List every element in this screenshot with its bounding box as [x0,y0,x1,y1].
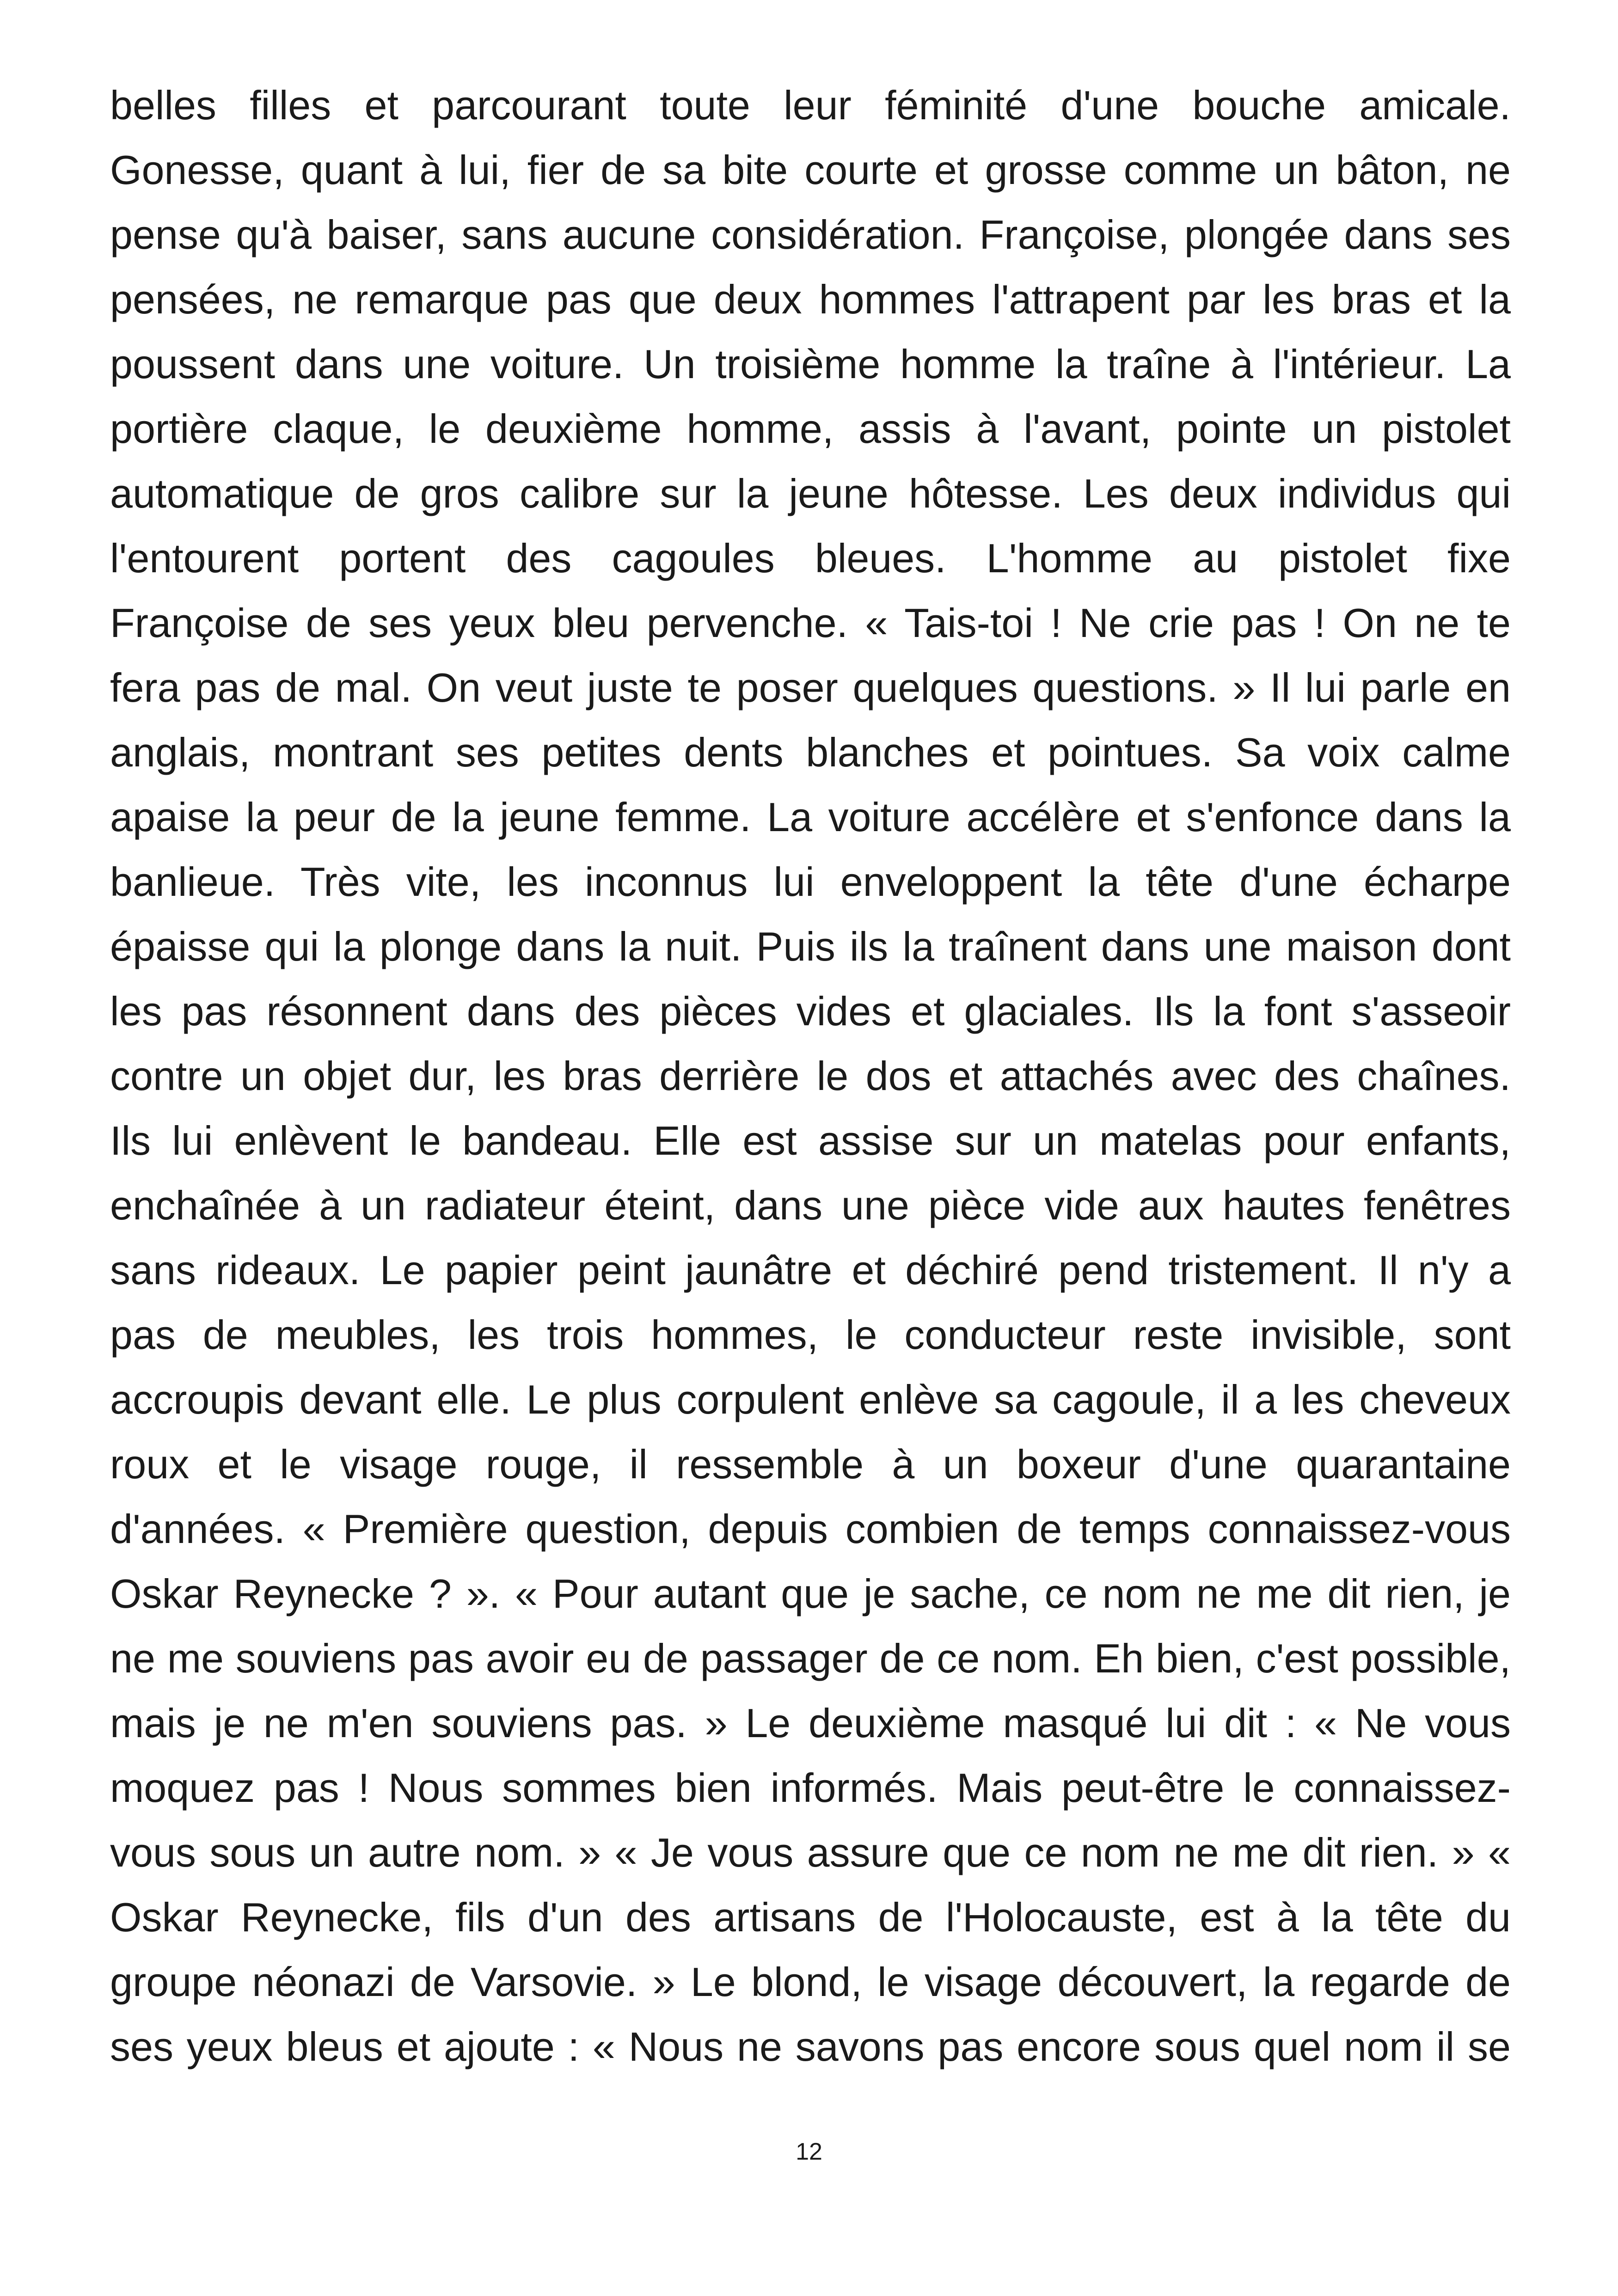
text-line: sans rideaux. Le papier peint jaunâtre et déchiré pend tristement. Il n'y a [110,1247,1511,1293]
text-line: pensées, ne remarque pas que deux hommes l'attrapent par les bras et la [110,276,1511,322]
text-line: pas de meubles, les trois hommes, le conducteur reste invisible, sont [110,1312,1511,1358]
text-line: poussent dans une voiture. Un troisième homme la traîne à l'intérieur. La [110,341,1511,387]
text-line: accroupis devant elle. Le plus corpulent enlève sa cagoule, il a les cheveux [110,1377,1511,1422]
text-line: apaise la peur de la jeune femme. La voiture accélère et s'enfonce dans la [110,794,1511,840]
text-line: portière claque, le deuxième homme, assis à l'avant, pointe un pistolet [110,406,1511,452]
text-line: moquez pas ! Nous sommes bien informés. Mais peut-être le connaissez- [110,1765,1511,1811]
text-line: Françoise de ses yeux bleu pervenche. « Tais-toi ! Ne crie pas ! On ne te [110,600,1511,646]
text-line: Gonesse, quant à lui, fier de sa bite courte et grosse comme un bâton, ne [110,147,1511,193]
text-line: Oskar Reynecke, fils d'un des artisans de l'Holocauste, est à la tête du [110,1894,1511,1940]
text-line: mais je ne m'en souviens pas. » Le deuxième masqué lui dit : « Ne vous [110,1700,1511,1746]
text-line: enchaînée à un radiateur éteint, dans une pièce vide aux hautes fenêtres [110,1182,1511,1228]
page-number: 12 [796,2138,822,2165]
text-line: vous sous un autre nom. » « Je vous assure que ce nom ne me dit rien. » « [110,1830,1511,1875]
text-line: roux et le visage rouge, il ressemble à un boxeur d'une quarantaine [110,1441,1511,1487]
text-line: d'années. « Première question, depuis combien de temps connaissez-vous [110,1506,1511,1552]
text-line: ses yeux bleus et ajoute : « Nous ne savons pas encore sous quel nom il se [110,2024,1511,2069]
text-line: anglais, montrant ses petites dents blanches et pointues. Sa voix calme [110,729,1511,775]
text-line: les pas résonnent dans des pièces vides et glaciales. Ils la font s'asseoir [110,988,1511,1034]
text-line: fera pas de mal. On veut juste te poser quelques questions. » Il lui parle en [110,665,1511,710]
body-paragraph [110,73,1511,2079]
text-line: pense qu'à baiser, sans aucune considération. Françoise, plongée dans ses [110,212,1511,257]
text-line: l'entourent portent des cagoules bleues. L'homme au pistolet fixe [110,535,1511,581]
text-line: automatique de gros calibre sur la jeune hôtesse. Les deux individus qui [110,471,1511,516]
text-line: belles filles et parcourant toute leur féminité d'une bouche amicale. [110,82,1511,128]
text-line: épaisse qui la plonge dans la nuit. Puis ils la traînent dans une maison dont [110,924,1511,969]
text-line: contre un objet dur, les bras derrière le dos et attachés avec des chaînes. [110,1053,1511,1099]
text-line: ne me souviens pas avoir eu de passager de ce nom. Eh bien, c'est possible, [110,1635,1511,1681]
text-line: Ils lui enlèvent le bandeau. Elle est assise sur un matelas pour enfants, [110,1118,1511,1163]
text-line: banlieue. Très vite, les inconnus lui enveloppent la tête d'une écharpe [110,859,1511,905]
text-line: groupe néonazi de Varsovie. » Le blond, le visage découvert, la regarde de [110,1959,1511,2005]
text-line: Oskar Reynecke ? ». « Pour autant que je sache, ce nom ne me dit rien, je [110,1571,1511,1616]
